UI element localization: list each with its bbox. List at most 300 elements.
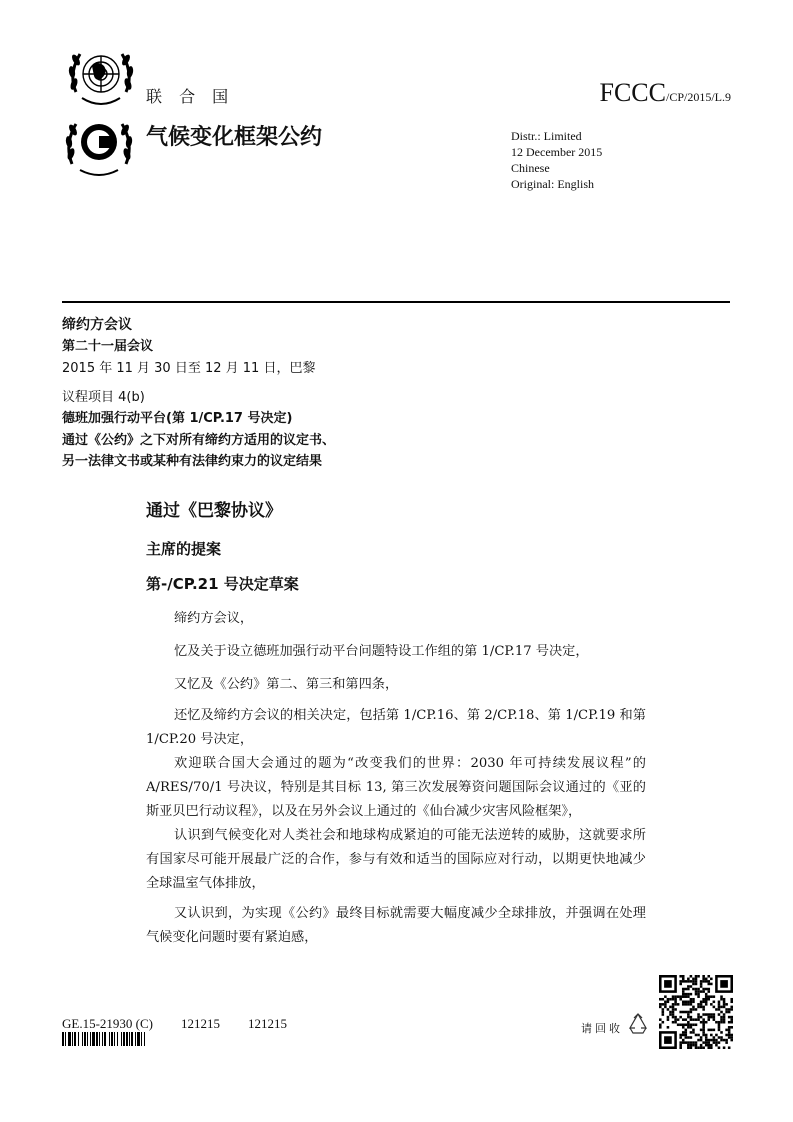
qr-module [705, 988, 708, 991]
original-line: Original: English [511, 177, 594, 191]
qr-module [690, 1026, 693, 1029]
qr-module [687, 993, 690, 996]
qr-module [695, 1008, 698, 1011]
qr-module [730, 1034, 733, 1037]
qr-module [728, 1016, 731, 1019]
qr-module [692, 1023, 695, 1026]
qr-module [692, 988, 695, 991]
qr-module [723, 1021, 726, 1024]
preamble-paragraph: 缔约方会议， [174, 611, 254, 626]
qr-module [725, 1029, 728, 1032]
qr-module [720, 1016, 723, 1019]
symbol-suffix: /CP/2015/L.9 [665, 90, 731, 104]
qr-module [687, 1046, 690, 1049]
qr-module [672, 1003, 675, 1006]
qr-module [707, 998, 710, 1001]
barcode-bar [145, 1032, 147, 1046]
qr-module [707, 1029, 710, 1032]
qr-module [695, 988, 698, 991]
qr-module [679, 1023, 682, 1026]
qr-module [659, 1023, 662, 1026]
qr-module [682, 1031, 685, 1034]
qr-module [728, 1029, 731, 1032]
qr-module [664, 1001, 667, 1004]
qr-module [723, 1039, 726, 1042]
qr-module [664, 1003, 667, 1006]
un-name: 联 合 国 [146, 87, 235, 106]
qr-module [700, 1039, 703, 1042]
qr-module [710, 1034, 713, 1037]
qr-module [715, 1041, 718, 1044]
qr-module [662, 1021, 665, 1024]
document-symbol [599, 78, 731, 108]
qr-module [710, 1044, 713, 1047]
qr-module [720, 1011, 723, 1014]
qr-module [672, 1013, 675, 1016]
qr-module [697, 1018, 700, 1021]
qr-module [702, 1001, 705, 1004]
qr-module [667, 998, 670, 1001]
qr-module [687, 1011, 690, 1014]
unfccc-emblem-icon [62, 112, 136, 182]
qr-module [702, 978, 705, 981]
qr-module [713, 1001, 716, 1004]
qr-module [682, 1039, 685, 1042]
qr-module [697, 990, 700, 993]
qr-module [710, 978, 713, 981]
qr-module [730, 1036, 733, 1039]
qr-module [662, 1011, 665, 1014]
qr-module [728, 1031, 731, 1034]
qr-module [687, 1016, 690, 1019]
qr-module [725, 1011, 728, 1014]
qr-module [720, 998, 723, 1001]
qr-module [718, 1006, 721, 1009]
qr-module [697, 1016, 700, 1019]
qr-module [662, 998, 665, 1001]
qr-module [687, 988, 690, 991]
qr-module [690, 980, 693, 983]
qr-module [705, 1001, 708, 1004]
qr-module [672, 1008, 675, 1011]
qr-module [692, 1001, 695, 1004]
qr-module [677, 1003, 680, 1006]
qr-module [659, 1003, 662, 1006]
qr-module [692, 1041, 695, 1044]
qr-module [705, 1044, 708, 1047]
qr-module [685, 1036, 688, 1039]
qr-module [710, 1039, 713, 1042]
qr-module [707, 1039, 710, 1042]
qr-module [662, 1008, 665, 1011]
qr-module [695, 1023, 698, 1026]
qr-module [725, 1039, 728, 1042]
qr-module [659, 1006, 662, 1009]
qr-module [674, 995, 677, 998]
qr-module [707, 1044, 710, 1047]
qr-module [723, 998, 726, 1001]
qr-module [687, 1023, 690, 1026]
footer-code [62, 1016, 315, 1032]
qr-module [667, 1018, 670, 1021]
qr-module [720, 980, 728, 988]
qr-module [682, 993, 685, 996]
qr-module [687, 978, 690, 981]
qr-module [690, 1031, 693, 1034]
qr-module [674, 1003, 677, 1006]
qr-module [682, 995, 685, 998]
qr-module [718, 1046, 721, 1049]
qr-module [685, 1001, 688, 1004]
qr-module [682, 1018, 685, 1021]
qr-module [692, 1044, 695, 1047]
qr-module [682, 1034, 685, 1037]
qr-module [674, 998, 677, 1001]
qr-module [700, 1001, 703, 1004]
qr-module [697, 1006, 700, 1009]
qr-module [710, 995, 713, 998]
qr-module [710, 1003, 713, 1006]
qr-module [682, 1026, 685, 1029]
qr-module [723, 1006, 726, 1009]
qr-module [730, 1006, 733, 1009]
session: 第二十一届会议 [62, 339, 154, 354]
qr-module [725, 1003, 728, 1006]
qr-module [702, 980, 705, 983]
qr-module [707, 1016, 710, 1019]
qr-module [700, 980, 703, 983]
qr-module [707, 1046, 710, 1049]
qr-module [700, 985, 703, 988]
qr-module [710, 983, 713, 986]
qr-module [725, 1034, 728, 1037]
qr-module [685, 1011, 688, 1014]
qr-module [679, 1016, 682, 1019]
qr-module [674, 1001, 677, 1004]
qr-module [690, 1011, 693, 1014]
qr-module [713, 1006, 716, 1009]
qr-module [730, 1018, 733, 1021]
item-title-line1: 通过《公约》之下对所有缔约方适用的议定书、 [62, 433, 336, 448]
qr-module [723, 1013, 726, 1016]
qr-module [695, 1046, 698, 1049]
qr-module [705, 995, 708, 998]
preamble-paragraph: 又忆及《公约》第二、第三和第四条， [174, 677, 399, 692]
qr-module [707, 988, 710, 991]
qr-module [710, 1046, 713, 1049]
qr-module [685, 1034, 688, 1037]
qr-module [687, 980, 690, 983]
item-title-line2: 另一法律文书或某种有法律约束力的议定结果 [62, 454, 323, 469]
qr-module [725, 1041, 728, 1044]
qr-module [687, 1021, 690, 1024]
preamble-paragraph: 忆及关于设立德班加强行动平台问题特设工作组的第 1/CP.17 号决定， [174, 644, 589, 659]
qr-module [687, 1026, 690, 1029]
header-rule [62, 301, 730, 303]
qr-module [677, 995, 680, 998]
qr-module [667, 1008, 670, 1011]
qr-module [702, 1021, 705, 1024]
qr-module [730, 1001, 733, 1004]
preamble-paragraph: 还忆及缔约方会议的相关决定，包括第 1/CP.16、第 2/CP.18、第 1/CP.19 和第 1/CP.20 号决定， [146, 708, 646, 747]
qr-module [730, 1008, 733, 1011]
qr-module [690, 998, 693, 1001]
qr-module [682, 988, 685, 991]
qr-module [687, 985, 690, 988]
qr-module [690, 1044, 693, 1047]
qr-module [715, 1008, 718, 1011]
qr-module [662, 1003, 665, 1006]
qr-module [697, 1046, 700, 1049]
qr-module [659, 998, 662, 1001]
qr-module [679, 1046, 682, 1049]
symbol-main: FCCC [599, 78, 666, 107]
qr-module [687, 1003, 690, 1006]
footer-date: 121215 [181, 1016, 220, 1031]
qr-module [723, 1003, 726, 1006]
qr-module [718, 1036, 721, 1039]
qr-module [682, 1011, 685, 1014]
qr-module [697, 993, 700, 996]
qr-module [720, 995, 723, 998]
qr-module [700, 1044, 703, 1047]
qr-module [705, 1003, 708, 1006]
qr-module [707, 1041, 710, 1044]
qr-module [707, 990, 710, 993]
qr-module [728, 1026, 731, 1029]
qr-module [715, 1039, 718, 1042]
date-line: 12 December 2015 [511, 145, 603, 159]
qr-module [685, 1003, 688, 1006]
qr-module [728, 1021, 731, 1024]
qr-module [728, 1034, 731, 1037]
qr-module [692, 1006, 695, 1009]
qr-module [695, 975, 698, 978]
qr-module [702, 975, 705, 978]
footer-date: 121215 [248, 1016, 287, 1031]
qr-module [682, 1001, 685, 1004]
qr-module [692, 980, 695, 983]
qr-module [705, 1041, 708, 1044]
qr-module [677, 1018, 680, 1021]
qr-module [667, 1026, 670, 1029]
qr-module [697, 995, 700, 998]
barcode-icon [62, 1032, 194, 1046]
qr-module [707, 980, 710, 983]
qr-module [695, 978, 698, 981]
platform-line: 德班加强行动平台(第 1/CP.17 号决定) [62, 411, 293, 426]
qr-module [692, 998, 695, 1001]
qr-module [702, 1013, 705, 1016]
qr-module [707, 1013, 710, 1016]
qr-module [702, 1029, 705, 1032]
qr-module [718, 1023, 721, 1026]
qr-module [707, 995, 710, 998]
proposal-by: 主席的提案 [146, 540, 222, 558]
qr-module [702, 1018, 705, 1021]
qr-module [702, 1006, 705, 1009]
qr-module [705, 978, 708, 981]
qr-module [718, 1008, 721, 1011]
qr-module [687, 1001, 690, 1004]
qr-module [723, 1018, 726, 1021]
qr-module [685, 1023, 688, 1026]
qr-module [700, 1036, 703, 1039]
qr-module [682, 980, 685, 983]
qr-module [685, 993, 688, 996]
qr-module [705, 1013, 708, 1016]
qr-module [728, 1046, 731, 1049]
qr-module [679, 983, 682, 986]
qr-module [702, 1026, 705, 1029]
qr-code-icon [659, 975, 733, 1049]
qr-module [710, 1013, 713, 1016]
qr-module [690, 1016, 693, 1019]
qr-module [687, 1036, 690, 1039]
qr-module [685, 1031, 688, 1034]
qr-module [700, 990, 703, 993]
qr-module [690, 1023, 693, 1026]
qr-module [720, 1018, 723, 1021]
qr-module [702, 1046, 705, 1049]
qr-module [707, 975, 710, 978]
qr-module [669, 1006, 672, 1009]
qr-module [702, 1034, 705, 1037]
qr-module [679, 975, 682, 978]
qr-module [697, 988, 700, 991]
qr-module [697, 1039, 700, 1042]
qr-module [679, 1011, 682, 1014]
qr-module [705, 998, 708, 1001]
qr-module [662, 1013, 665, 1016]
qr-module [730, 1026, 733, 1029]
qr-module [690, 1003, 693, 1006]
job-number: GE.15-21930 (C) [62, 1016, 153, 1031]
qr-module [667, 1001, 670, 1004]
qr-module [672, 1011, 675, 1014]
qr-module [720, 1021, 723, 1024]
qr-module [713, 1041, 716, 1044]
qr-module [702, 988, 705, 991]
qr-module [700, 1046, 703, 1049]
qr-module [725, 1008, 728, 1011]
qr-module [705, 1039, 708, 1042]
distr-line: Distr.: Limited [511, 129, 582, 143]
preamble-paragraph: 认识到气候变化对人类社会和地球构成紧迫的可能无法逆转的威胁，这就要求所有国家尽可能开展最广泛的合作，参与有效和适当的国际应对行动，以期更快地减少全球温室气体排放， [146, 828, 646, 891]
qr-module [685, 980, 688, 983]
qr-module [720, 1036, 723, 1039]
qr-module [730, 1016, 733, 1019]
qr-module [667, 1016, 670, 1019]
qr-module [713, 1016, 716, 1019]
qr-module [695, 1041, 698, 1044]
qr-module [720, 1039, 723, 1042]
qr-module [715, 1034, 718, 1037]
qr-module [674, 1016, 677, 1019]
qr-module [697, 1003, 700, 1006]
qr-module [705, 1021, 708, 1024]
qr-module [718, 1003, 721, 1006]
un-emblem-icon [62, 42, 140, 116]
qr-module [702, 1031, 705, 1034]
qr-module [713, 1013, 716, 1016]
qr-module [692, 1031, 695, 1034]
qr-module [669, 998, 672, 1001]
qr-module [677, 1023, 680, 1026]
qr-module [672, 995, 675, 998]
recycle-icon [626, 1012, 650, 1040]
qr-module [679, 980, 682, 983]
qr-module [718, 1021, 721, 1024]
qr-module [707, 983, 710, 986]
meeting-dates: 2015 年 11 月 30 日至 12 月 11 日，巴黎 [62, 361, 316, 376]
qr-module [707, 1018, 710, 1021]
qr-module [702, 990, 705, 993]
qr-module [695, 980, 698, 983]
qr-module [685, 988, 688, 991]
qr-module [723, 1016, 726, 1019]
distribution-block [511, 128, 602, 192]
qr-module [685, 1041, 688, 1044]
meeting-body: 缔约方会议 [62, 317, 132, 333]
qr-module [700, 1029, 703, 1032]
convention-name: 气候变化框架公约 [146, 125, 323, 150]
qr-module [702, 998, 705, 1001]
qr-module [700, 1003, 703, 1006]
qr-module [695, 983, 698, 986]
qr-module [685, 1018, 688, 1021]
qr-module [713, 1039, 716, 1042]
qr-module [682, 978, 685, 981]
qr-module [728, 1036, 731, 1039]
language-line: Chinese [511, 161, 550, 175]
qr-module [702, 1008, 705, 1011]
qr-module [728, 1008, 731, 1011]
qr-module [659, 1026, 662, 1029]
qr-module [682, 990, 685, 993]
qr-module [664, 980, 672, 988]
qr-module [669, 1011, 672, 1014]
agenda-item: 议程项目 4(b) [62, 390, 145, 405]
qr-module [674, 1021, 677, 1024]
qr-module [695, 993, 698, 996]
qr-module [690, 993, 693, 996]
qr-module [710, 1016, 713, 1019]
qr-module [690, 1001, 693, 1004]
qr-module [674, 1018, 677, 1021]
qr-module [720, 1006, 723, 1009]
qr-module [702, 1041, 705, 1044]
qr-module [672, 1016, 675, 1019]
qr-module [682, 1023, 685, 1026]
qr-module [679, 995, 682, 998]
qr-module [705, 993, 708, 996]
draft-decision: 第-/CP.21 号决定草案 [146, 575, 299, 593]
qr-module [713, 995, 716, 998]
qr-module [687, 1044, 690, 1047]
qr-module [690, 1008, 693, 1011]
qr-module [700, 1021, 703, 1024]
qr-module [695, 1044, 698, 1047]
qr-module [669, 1013, 672, 1016]
qr-module [690, 1046, 693, 1049]
qr-module [687, 995, 690, 998]
qr-module [679, 998, 682, 1001]
qr-module [685, 1029, 688, 1032]
qr-module [720, 1031, 723, 1034]
qr-module [718, 1001, 721, 1004]
qr-module [692, 978, 695, 981]
